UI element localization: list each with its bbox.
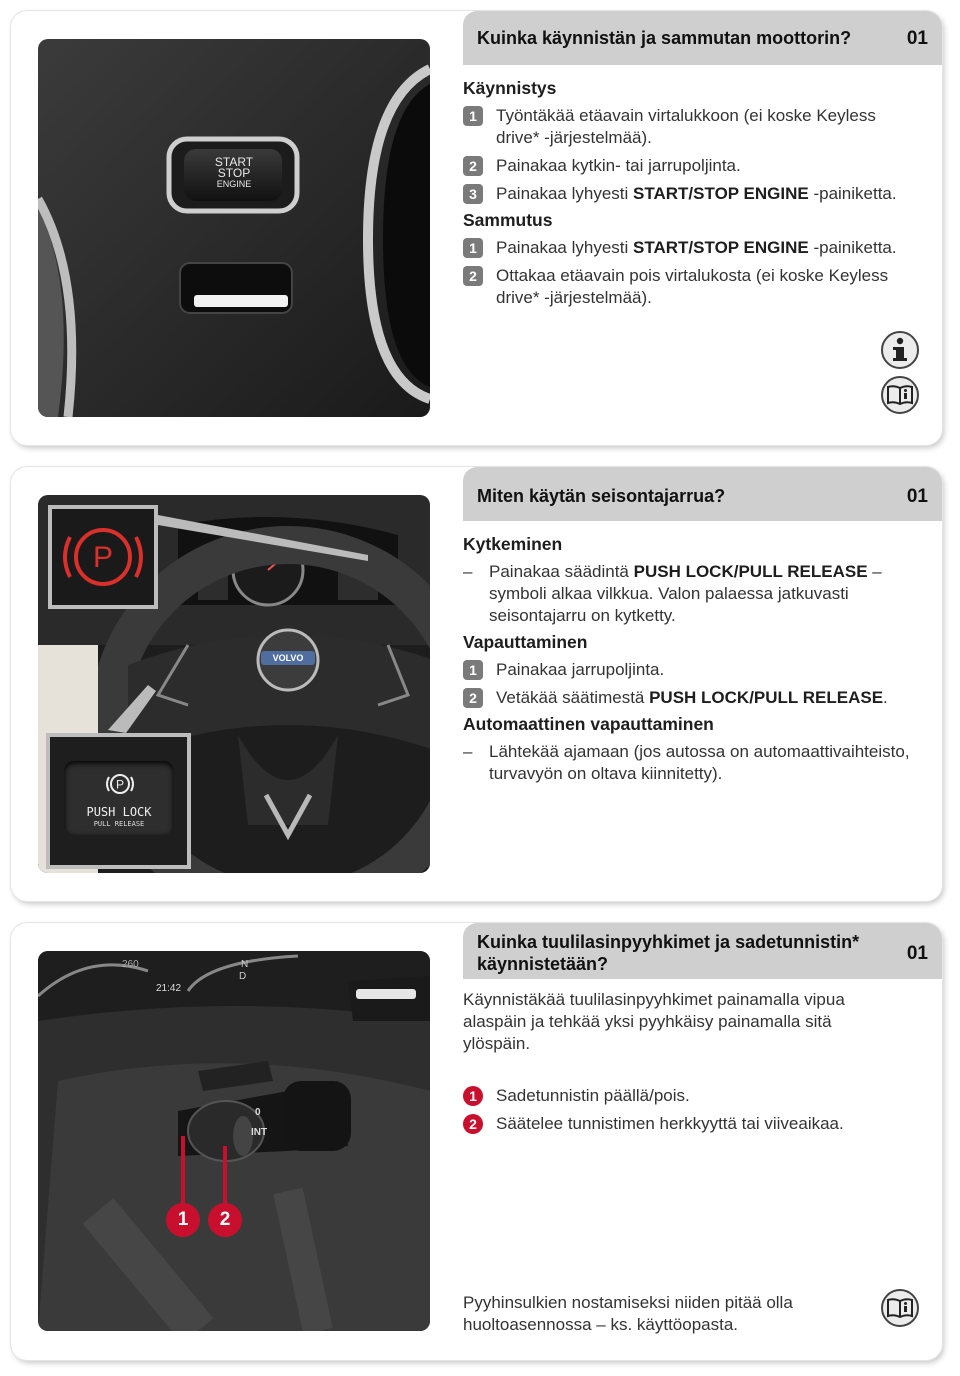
step-text: Painakaa säädintä PUSH LOCK/PULL RELEASE – symboli alkaa vilkkua. Valon palaessa jatkuvasti seisontajarru on kytketty. — [489, 562, 882, 625]
speedometer-label: 260 — [122, 959, 139, 970]
wiper-int-label: INT — [251, 1127, 268, 1138]
wiper-off-label: 0 — [255, 1107, 261, 1118]
step-number: 2 — [463, 266, 483, 286]
manual-icon[interactable] — [881, 1289, 919, 1327]
step-number: 2 — [463, 1114, 483, 1134]
volvo-logo-label: VOLVO — [272, 653, 304, 663]
step-text: Lähtekää ajamaan (jos autossa on automaattivaihteisto, turvavyön on oltava kiinnitetty). — [489, 742, 910, 783]
subheading-release: Vapauttaminen — [463, 632, 588, 652]
section-parking-brake — [11, 467, 942, 901]
section-title: Kuinka käynnistän ja sammutan moottorin? — [477, 28, 852, 48]
step-number: 2 — [463, 156, 483, 176]
step-text: Ottakaa etäavain pois virtalukosta (ei koske Keyless drive* -järjestelmää). — [496, 266, 889, 307]
intro-text: Käynnistäkää tuulilasinpyyhkimet painamalla vipua alaspäin ja tehkää yksi pyyhkäisy painamalla sitä ylöspäin. — [463, 990, 845, 1053]
step-number: 1 — [463, 238, 483, 258]
svg-text:P: P — [115, 777, 125, 792]
step-item — [463, 183, 923, 205]
start-label: START — [214, 155, 254, 169]
button-name: PUSH LOCK/PULL RELEASE — [633, 562, 868, 581]
step-text: Säätelee tunnistimen herkkyyttä tai viiveaikaa. — [496, 1114, 844, 1133]
manual-icon[interactable] — [881, 376, 919, 414]
stop-label: STOP — [217, 166, 251, 180]
section-wipers — [11, 923, 942, 1360]
parking-brake-warning-icon — [52, 509, 154, 605]
step-item — [463, 237, 923, 259]
subheading-auto-release: Automaattinen vapauttaminen — [463, 714, 714, 734]
pull-release-label: PULL RELEASE — [93, 820, 145, 828]
subheading-stop: Sammutus — [463, 210, 553, 230]
step-number: 2 — [463, 688, 483, 708]
gear-d-label: D — [239, 971, 247, 982]
dash-item — [463, 741, 923, 785]
svg-text:P: P — [92, 541, 114, 574]
step-number: 3 — [463, 184, 483, 204]
subheading-start: Käynnistys — [463, 78, 557, 98]
section-header — [463, 467, 942, 521]
step-text: Työntäkää etäavain virtalukkoon (ei koske Keyless drive* -järjestelmää). — [496, 106, 876, 147]
step-text: Painakaa lyhyesti START/STOP ENGINE -painiketta. — [496, 184, 897, 203]
dash-bullet: – — [463, 742, 473, 761]
step-item — [463, 1085, 903, 1107]
step-number: 1 — [463, 106, 483, 126]
step-number: 1 — [463, 1086, 483, 1106]
chapter-number: 01 — [906, 28, 928, 49]
step-text: Painakaa lyhyesti START/STOP ENGINE -painiketta. — [496, 238, 897, 257]
section-content — [463, 73, 923, 309]
callout-2: 2 — [208, 1203, 242, 1237]
step-text: Painakaa jarrupoljinta. — [496, 660, 665, 679]
dash-item — [463, 561, 923, 627]
chapter-number: 01 — [906, 486, 928, 507]
chapter-number: 01 — [906, 943, 928, 964]
engine-label: ENGINE — [216, 179, 252, 189]
push-lock-button-inset — [46, 733, 191, 869]
step-item — [463, 687, 923, 709]
start-stop-button-photo — [38, 39, 430, 417]
footer-note: Pyyhinsulkien nostamiseksi niiden pitää olla huoltoasennossa – ks. käyttöopasta. — [463, 1293, 793, 1334]
steering-wheel-photo — [38, 495, 430, 873]
button-name: START/STOP ENGINE — [633, 184, 809, 203]
section-header — [463, 11, 942, 65]
section-title — [477, 931, 859, 975]
step-text: Vetäkää säätimestä PUSH LOCK/PULL RELEASE. — [496, 688, 888, 707]
parking-brake-icon — [105, 771, 135, 797]
section-title-line2: käynnistetään? — [477, 954, 609, 974]
gear-n-label: N — [241, 959, 249, 970]
step-number: 1 — [463, 660, 483, 680]
section-title: Miten käytän seisontajarrua? — [477, 486, 726, 506]
push-lock-label: PUSH LOCK — [86, 805, 152, 819]
step-item — [463, 659, 923, 681]
step-text: Painakaa kytkin- tai jarrupoljinta. — [496, 156, 741, 175]
dashboard-illustration — [38, 39, 430, 417]
step-item — [463, 265, 923, 309]
section-title-line1: Kuinka tuulilasinpyyhkimet ja sadetunnistin* — [477, 932, 860, 952]
wiper-lever-photo — [38, 951, 430, 1331]
wiper-lever-illustration — [38, 951, 430, 1331]
button-name: START/STOP ENGINE — [633, 238, 809, 257]
parking-brake-symbol-inset — [48, 505, 158, 609]
step-text: Sadetunnistin päällä/pois. — [496, 1086, 690, 1105]
step-item — [463, 1113, 903, 1135]
section-engine-start — [11, 11, 942, 445]
clock-label: 21:42 — [156, 983, 182, 994]
subheading-apply: Kytkeminen — [463, 534, 563, 554]
section-header — [463, 923, 942, 979]
callout-1: 1 — [166, 1203, 200, 1237]
section-content — [463, 989, 903, 1135]
step-item — [463, 105, 923, 149]
section-content — [463, 529, 923, 785]
step-item — [463, 155, 923, 177]
dash-bullet: – — [463, 562, 473, 581]
start-stop-engine-button-label — [206, 157, 262, 190]
info-icon[interactable] — [881, 331, 919, 369]
button-name: PUSH LOCK/PULL RELEASE — [649, 688, 884, 707]
